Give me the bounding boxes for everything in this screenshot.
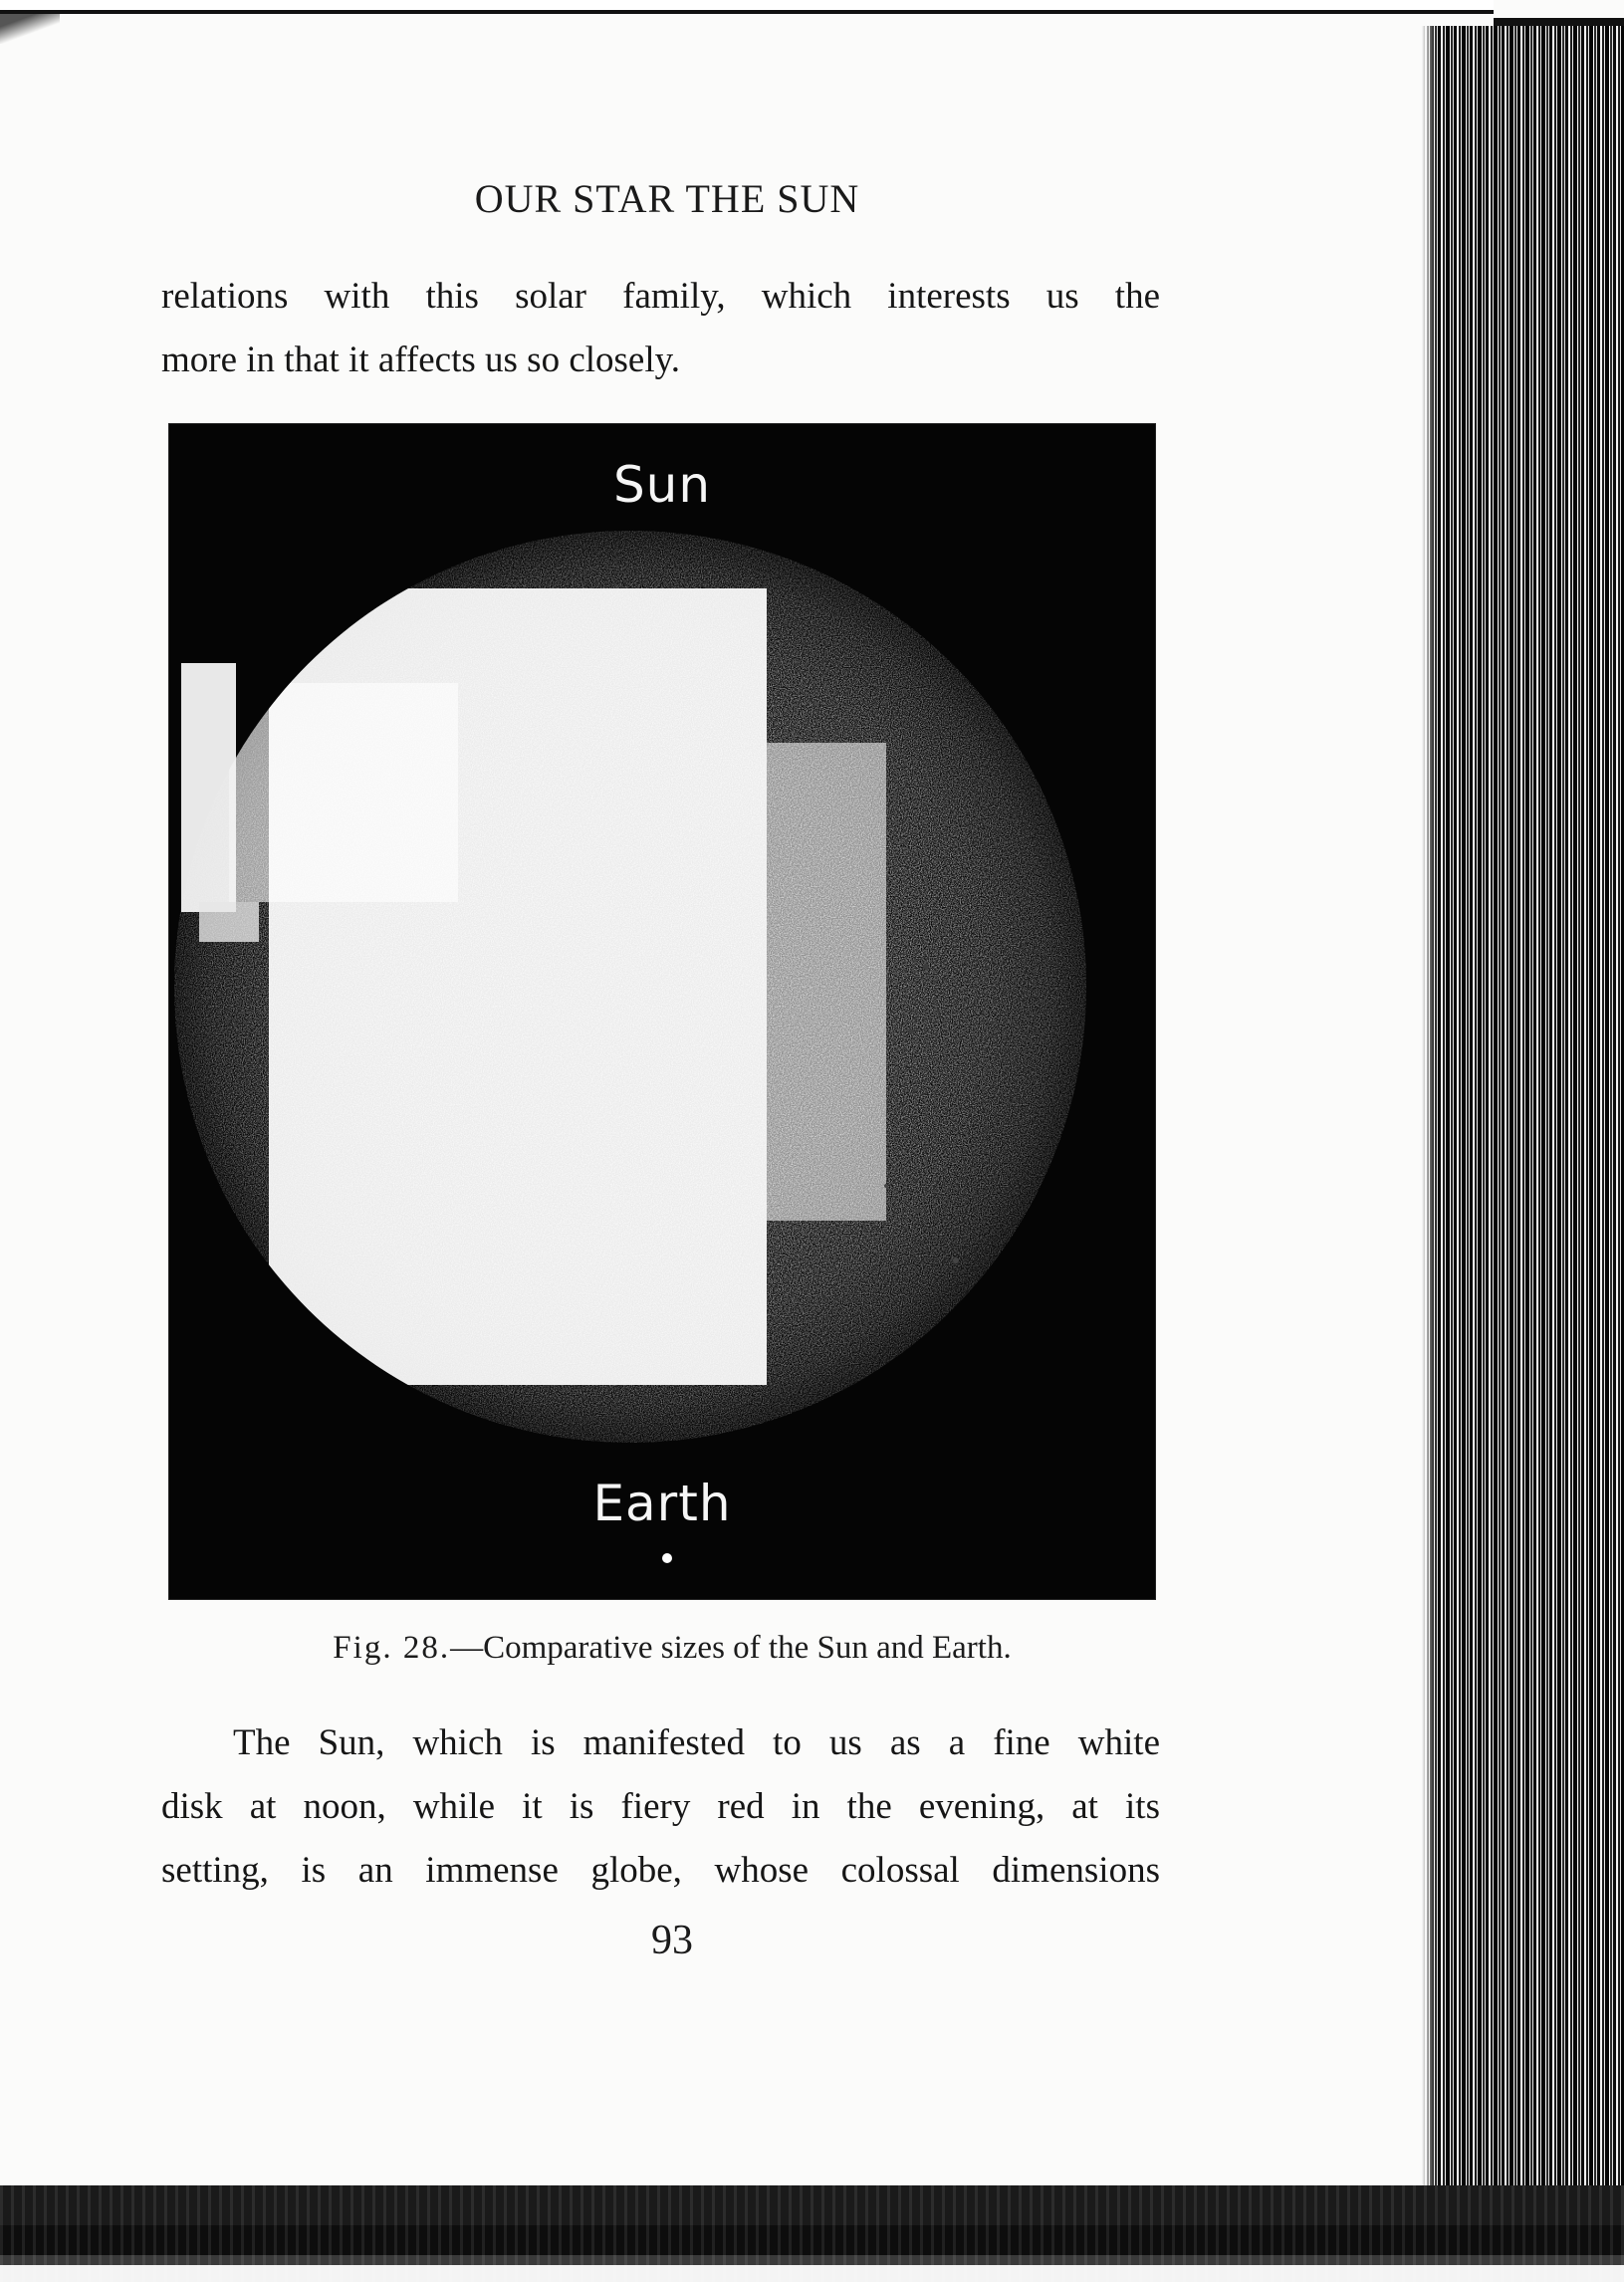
earth-label: Earth (592, 1475, 732, 1532)
scan-corner-shadow (0, 14, 60, 44)
sun-label: Sun (612, 456, 712, 514)
scan-top-edge (0, 0, 1494, 38)
figure-caption (0, 1630, 1344, 1667)
paragraph-continued (161, 265, 1160, 392)
scan-bottom-band (0, 2185, 1624, 2282)
text-line: relations with this solar family, which interests us the (161, 276, 1160, 317)
text-line: more in that it affects us so closely. (161, 340, 680, 380)
earth-dot (662, 1553, 672, 1563)
figure-sun-earth (169, 424, 1155, 1599)
figure-number: Fig. 28. (333, 1630, 451, 1666)
sun-disk (174, 531, 1086, 1443)
book-page-edges (1422, 26, 1624, 2216)
sun-disk-illustration (169, 424, 1155, 1599)
paragraph (161, 1712, 1160, 1903)
running-head: OUR STAR THE SUN (474, 176, 860, 221)
text-line: setting, is an immense globe, whose colossal dimensions (161, 1850, 1160, 1891)
page-number: 93 (651, 1918, 693, 1963)
figure-caption-text: —Comparative sizes of the Sun and Earth. (450, 1630, 1012, 1666)
text-line: disk at noon, while it is fiery red in the evening, at its (161, 1786, 1160, 1827)
text-line: The Sun, which is manifested to us as a fine white (233, 1722, 1160, 1763)
